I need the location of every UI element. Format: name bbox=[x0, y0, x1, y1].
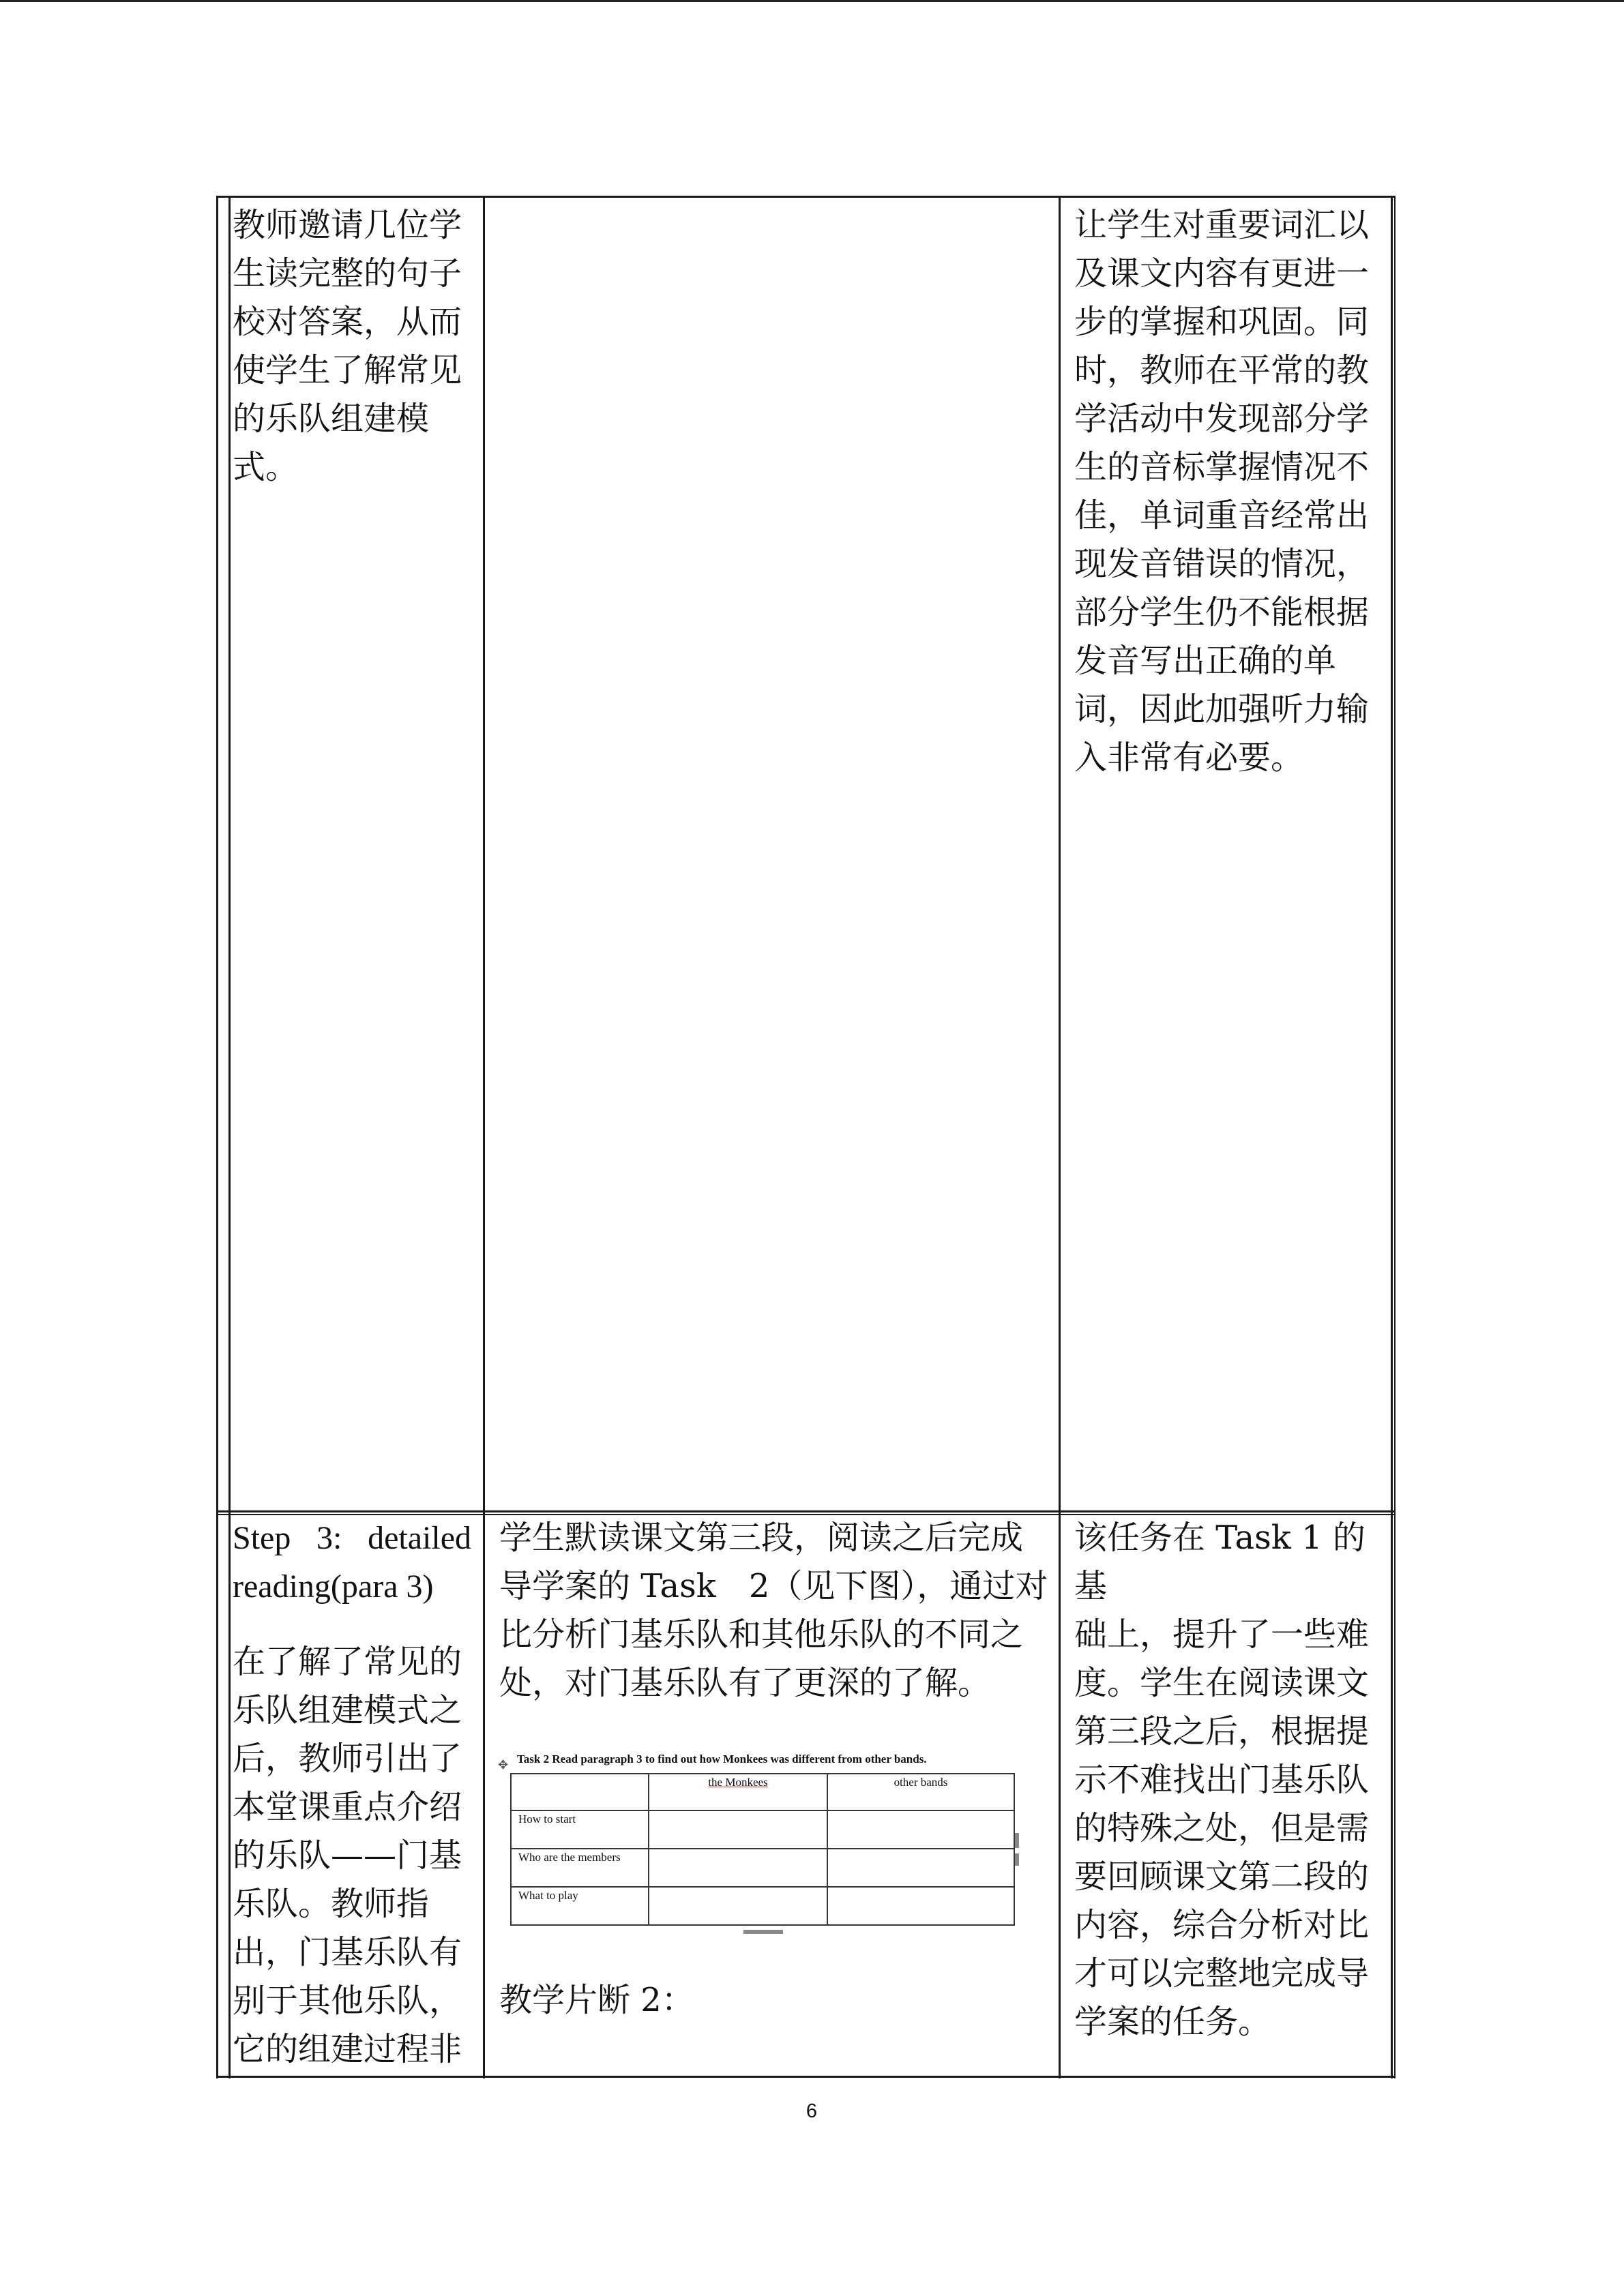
row1-col1-line: 式。 bbox=[233, 448, 299, 486]
row1-col3-line: 及课文内容有更进一 bbox=[1074, 254, 1370, 293]
table-row bbox=[511, 1887, 1014, 1925]
row2-col2-footer bbox=[499, 1976, 772, 2025]
move-handle-icon: ✥ bbox=[498, 1758, 509, 1772]
row2-col3-line: 内容，综合分析对比 bbox=[1074, 1906, 1370, 1944]
table-row bbox=[511, 1810, 1014, 1849]
page-top-border bbox=[0, 0, 1624, 2]
teaching-excerpt-label: 教学片断 2： bbox=[499, 1981, 694, 2019]
table-row-label: Who are the members bbox=[511, 1849, 649, 1887]
table-border-left-outer bbox=[216, 196, 218, 2078]
row1-col1-line: 使学生了解常见 bbox=[233, 351, 462, 389]
row2-col3-line: 才可以完整地完成导 bbox=[1074, 1954, 1370, 1993]
task2-comparison-table bbox=[510, 1773, 1015, 1926]
row1-col3-line: 发音写出正确的单 bbox=[1074, 642, 1337, 680]
table-border-right bbox=[1391, 196, 1393, 2078]
row2-col3-line: 要回顾课文第二段的 bbox=[1074, 1858, 1370, 1896]
row2-col3-line: 第三段之后，根据提 bbox=[1074, 1712, 1370, 1750]
row2-step-title bbox=[233, 1514, 471, 1611]
table-border-left-inner bbox=[228, 196, 231, 2078]
row1-col3-line: 生的音标掌握情况不 bbox=[1074, 448, 1370, 486]
row2-col2-line: 处，对门基乐队有了更深的了解。 bbox=[499, 1664, 991, 1702]
row1-col3-line: 部分学生仍不能根据 bbox=[1074, 593, 1370, 631]
row2-col3-line: 该任务在 Task 1 的基 bbox=[1074, 1519, 1365, 1605]
row1-col3-line: 让学生对重要词汇以 bbox=[1074, 206, 1370, 244]
row1-col3-line: 学活动中发现部分学 bbox=[1074, 400, 1370, 438]
table-border-row-divider bbox=[216, 1510, 1396, 1512]
step-title-line: reading(para 3) bbox=[233, 1568, 434, 1605]
table-border-top bbox=[216, 196, 1396, 198]
row2-col1-line: 乐队组建模式之 bbox=[233, 1691, 462, 1729]
row1-col3-line: 词，因此加强听力输 bbox=[1074, 690, 1370, 728]
table-row bbox=[511, 1774, 1014, 1810]
table-cell bbox=[649, 1810, 827, 1849]
row2-col2-cell bbox=[499, 1514, 1059, 1708]
row2-col2-line: 导学案的 Task 2（见下图），通过对 bbox=[499, 1567, 1048, 1605]
resize-handle-icon bbox=[1015, 1853, 1019, 1866]
table-cell bbox=[649, 1887, 827, 1925]
row2-col1-line: 别于其他乐队， bbox=[233, 1982, 462, 2020]
table-row bbox=[511, 1849, 1014, 1887]
row1-col3-line: 现发音错误的情况， bbox=[1074, 545, 1370, 583]
row1-col1-line: 的乐队组建模 bbox=[233, 400, 430, 438]
row1-col3-line: 佳，单词重音经常出 bbox=[1074, 496, 1370, 535]
row1-col3-cell bbox=[1074, 201, 1388, 782]
row2-col1-line: 的乐队——门基 bbox=[233, 1836, 462, 1875]
row2-col1-line: 在了解了常见的 bbox=[233, 1643, 462, 1681]
row2-col3-line: 础上，提升了一些难 bbox=[1074, 1615, 1370, 1654]
table-border-bottom bbox=[216, 2076, 1396, 2078]
row2-col3-cell bbox=[1074, 1514, 1388, 2046]
table-header-cell bbox=[511, 1774, 649, 1810]
task2-figure-title: Task 2 Read paragraph 3 to find out how Monkees was different from other bands. bbox=[517, 1753, 927, 1765]
row2-col1-line: 后，教师引出了 bbox=[233, 1740, 462, 1778]
row2-col2-line: 学生默读课文第三段，阅读之后完成 bbox=[499, 1519, 1024, 1557]
row2-col3-line: 的特殊之处，但是需 bbox=[1074, 1809, 1370, 1847]
table-cell bbox=[649, 1849, 827, 1887]
row2-col1-line: 出，门基乐队有 bbox=[233, 1933, 462, 1971]
row2-col3-line: 度。学生在阅读课文 bbox=[1074, 1664, 1370, 1702]
table-header-cell bbox=[649, 1774, 827, 1810]
row1-col3-line: 入非常有必要。 bbox=[1074, 739, 1304, 777]
row2-col3-line: 学案的任务。 bbox=[1074, 2003, 1271, 2041]
table-row-label: How to start bbox=[511, 1810, 649, 1849]
row1-col3-line: 时，教师在平常的教 bbox=[1074, 351, 1370, 389]
row2-col1-line: 它的组建过程非 bbox=[233, 2030, 462, 2068]
row2-col2-line: 比分析门基乐队和其他乐队的不同之 bbox=[499, 1615, 1024, 1654]
table-header-cell: other bands bbox=[827, 1774, 1014, 1810]
row2-col1-line: 本堂课重点介绍 bbox=[233, 1788, 462, 1826]
table-border-col2 bbox=[483, 196, 485, 2078]
row1-col1-line: 校对答案，从而 bbox=[233, 303, 462, 341]
table-cell bbox=[827, 1810, 1014, 1849]
resize-handle-icon bbox=[743, 1930, 783, 1934]
table-border-col3 bbox=[1059, 196, 1061, 2078]
row1-col1-line: 教师邀请几位学 bbox=[233, 206, 462, 244]
row1-col3-line: 步的掌握和巩固。同 bbox=[1074, 303, 1370, 341]
table-cell bbox=[827, 1887, 1014, 1925]
table-border-right-outer bbox=[1394, 196, 1396, 2078]
row2-col1-cell bbox=[233, 1638, 478, 2074]
row1-col1-line: 生读完整的句子 bbox=[233, 254, 462, 293]
step-title-line: Step 3: detailed bbox=[233, 1520, 471, 1556]
row2-col1-line: 乐队。教师指 bbox=[233, 1885, 430, 1923]
row1-col1-cell bbox=[233, 201, 478, 492]
page-number: 6 bbox=[806, 2100, 818, 2122]
table-cell bbox=[827, 1849, 1014, 1887]
task2-worksheet-figure bbox=[498, 1751, 1023, 1942]
table-row-label: What to play bbox=[511, 1887, 649, 1925]
header-the-monkees: the Monkees bbox=[708, 1776, 768, 1789]
row2-col3-line: 示不难找出门基乐队 bbox=[1074, 1761, 1370, 1799]
resize-handle-icon bbox=[1015, 1833, 1019, 1848]
